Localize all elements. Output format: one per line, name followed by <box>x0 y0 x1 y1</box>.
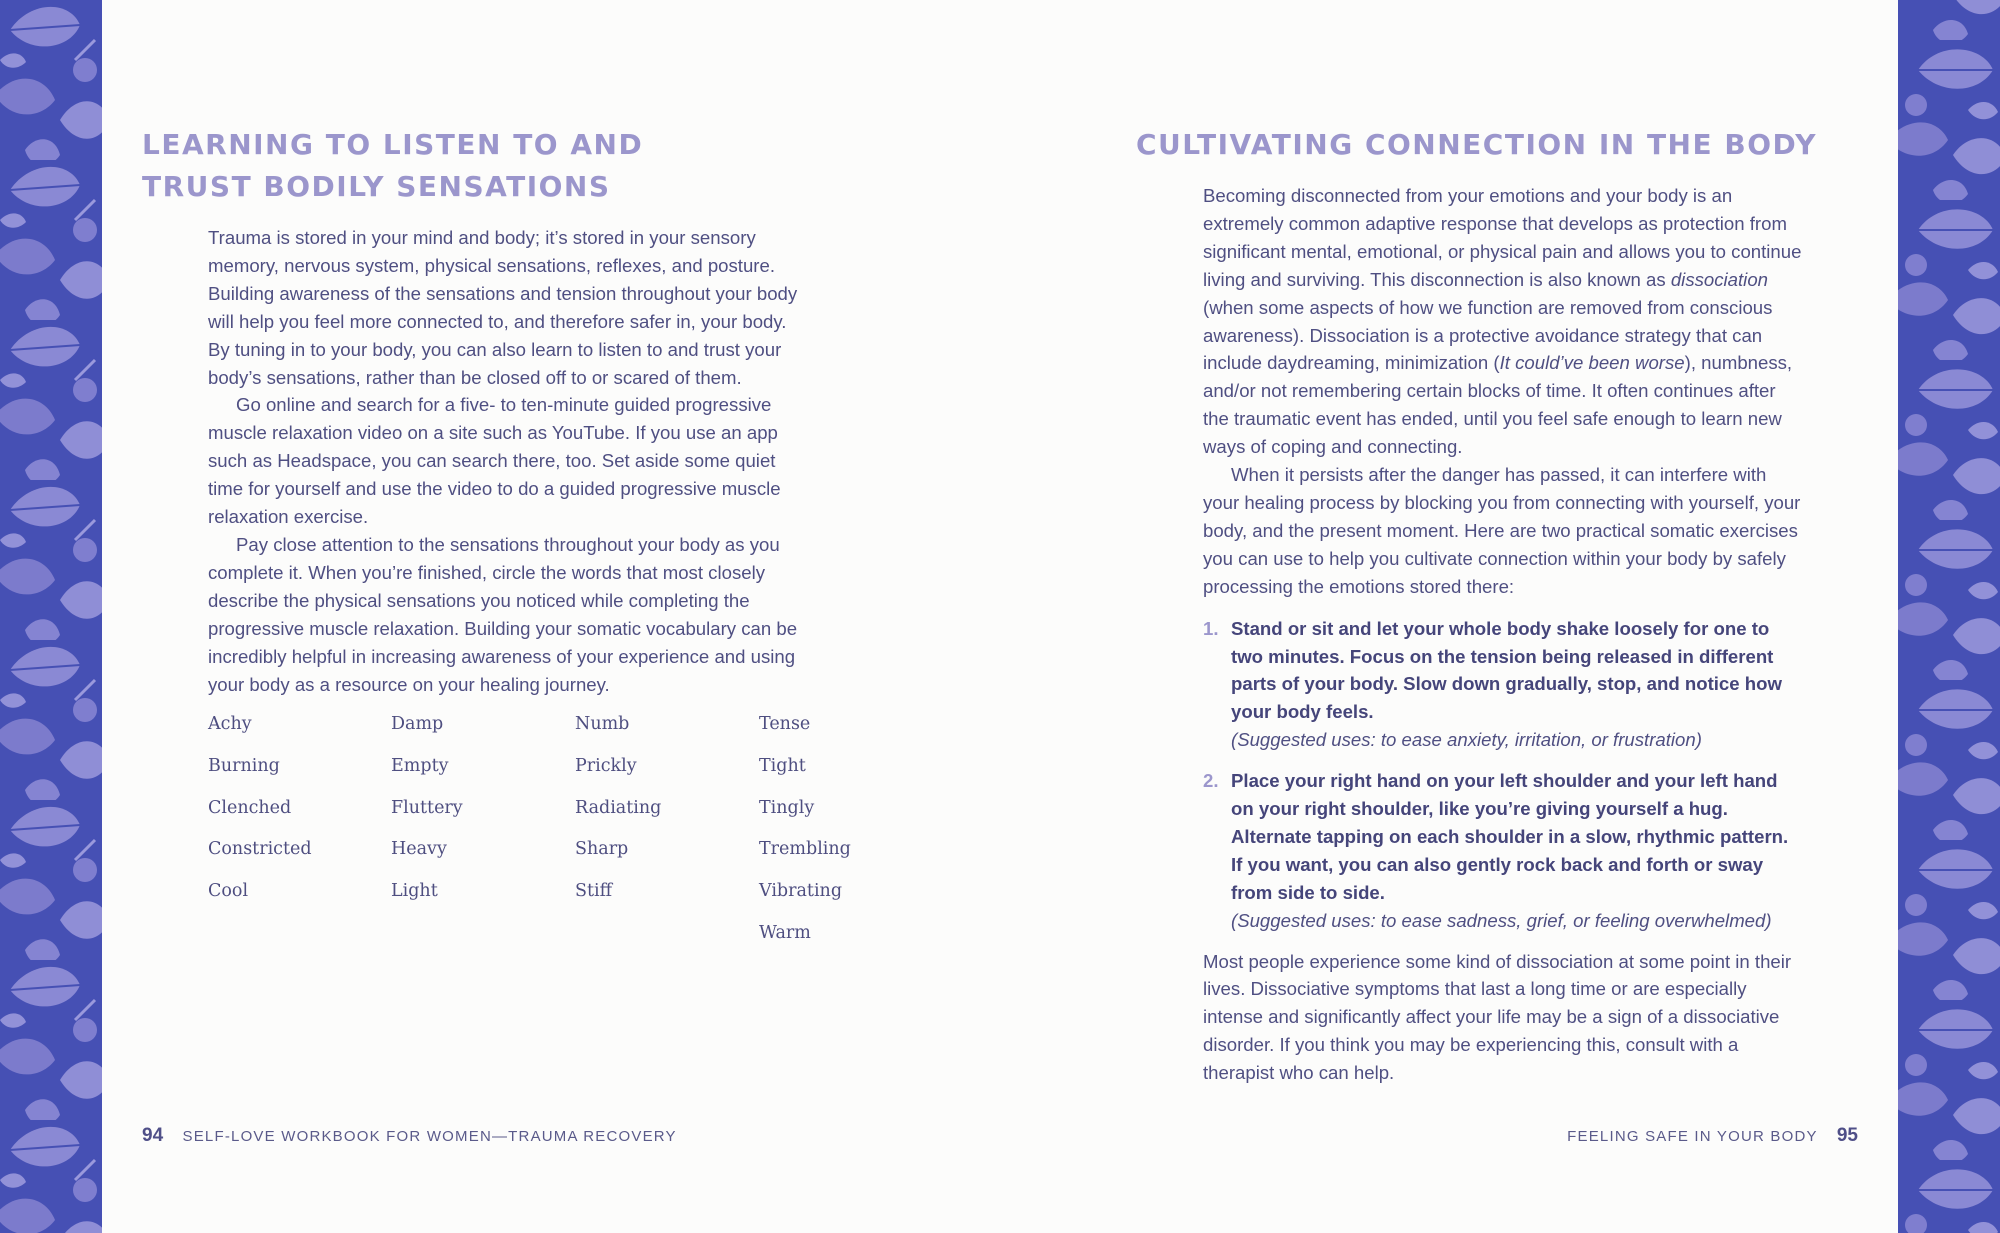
left-page-number: 94 <box>142 1125 164 1146</box>
sensation-word[interactable]: Tense <box>759 714 811 734</box>
sensation-word[interactable]: Radiating <box>575 797 662 818</box>
sensation-word[interactable]: Trembling <box>759 839 851 860</box>
sensation-word[interactable]: Stiff <box>575 881 613 902</box>
right-paragraph-1 <box>1203 182 1803 461</box>
left-page <box>102 0 1002 1233</box>
left-paragraph-2: Go online and search for a five- to ten-minute guided progressive muscle relaxation video on a site such as YouTube. If you use an app such as Headspace, you can search there, too. Set aside some quiet time for yourself and use the video to do a guided progressive muscle relaxation exercise. <box>208 394 781 528</box>
sensation-word[interactable]: Light <box>391 881 438 902</box>
right-body-text <box>1203 182 1803 1087</box>
sensation-word[interactable]: Sharp <box>575 839 629 860</box>
sensation-word[interactable]: Clenched <box>208 797 292 818</box>
right-paragraph-2: When it persists after the danger has passed, it can interfere with your healing process by blocking you from connecting with yourself, your body, and the present moment. Here are two practical somatic exercises you can use to help you cultivate connection within your body by safely processing the emotions stored there: <box>1203 464 1801 597</box>
sensation-word[interactable]: Numb <box>575 714 630 734</box>
left-paragraph-3: Pay close attention to the sensations throughout your body as you complete it. When you’re finished, circle the words that most closely describe the physical sensations you noticed while completing the progressive muscle relaxation. Building your somatic vocabulary can be incredibly helpful in increasing awareness of your experience and using your body as a resource on your healing journey. <box>208 533 798 695</box>
sensation-word[interactable]: Fluttery <box>391 797 463 818</box>
right-page-number: 95 <box>1836 1125 1858 1146</box>
word-column-2 <box>391 709 463 918</box>
sensation-word[interactable]: Cool <box>208 881 249 902</box>
step-note: (Suggested uses: to ease sadness, grief, or feeling overwhelmed) <box>1231 909 1772 931</box>
sensation-word[interactable]: Empty <box>391 755 449 776</box>
step-text: Stand or sit and let your whole body shake loosely for one to two minutes. Focus on the tension being released in different parts of your body. Slow down gradually, stop, and notice how your body feels. <box>1231 617 1782 723</box>
step-number: 1. <box>1203 617 1219 639</box>
p1-text-b: (when some aspects of how we function are removed from conscious awareness). Dissociation is a protective avoidance strategy that can include daydreaming, minimization ( <box>1203 296 1773 374</box>
step-note: (Suggested uses: to ease anxiety, irritation, or frustration) <box>1231 729 1702 751</box>
sensation-word[interactable]: Tingly <box>759 797 815 818</box>
sensation-word[interactable]: Prickly <box>575 755 637 776</box>
right-page-heading: CULTIVATING CONNECTION IN THE BODY <box>1136 128 1817 161</box>
leaf-pattern-icon <box>0 0 102 1233</box>
leaf-pattern-border-right <box>1898 0 2000 1233</box>
right-page <box>1002 0 1898 1233</box>
sensation-word[interactable]: Burning <box>208 755 280 776</box>
p1-text-a: Becoming disconnected from your emotions and your body is an extremely common adaptive response that develops as protection from significant mental, emotional, or physical pain and allows you to continue living and surviving. This disconnection is also known as <box>1203 185 1802 290</box>
right-paragraph-3: Most people experience some kind of dissociation at some point in their lives. Dissociative symptoms that last a long time or are especially intense and significantly affect your life may be a sign of a dissociative disorder. If you think you may be experiencing this, consult with a therapist who can help. <box>1203 950 1792 1084</box>
right-footer <box>1567 1124 1858 1149</box>
left-paragraph-1: Trauma is stored in your mind and body; it’s stored in your sensory memory, nervous system, physical sensations, reflexes, and posture. Building awareness of the sensations and tension throughout your body will help you feel more connected to, and therefore safer in, your body. By tuning in to your body, you can also learn to listen to and trust your body’s sensations, rather than be closed off to or scared of them. <box>208 227 798 388</box>
left-heading-line2: TRUST BODILY SENSATIONS <box>142 170 611 203</box>
left-page-heading <box>142 124 643 208</box>
p1-emphasis-dissociation: dissociation <box>1670 268 1768 290</box>
left-heading-line1: LEARNING TO LISTEN TO AND <box>142 128 644 161</box>
step-text: Place your right hand on your left shoulder and your left hand on your right shoulder, like you’re giving yourself a hug. Alternate tapping on each shoulder in a slow, rhythmic pattern. If you want, you can also gently rock back and forth or sway from side to side. <box>1231 770 1789 903</box>
p1-text-c: ), numbness, and/or not remembering certain blocks of time. It often continues after the traumatic event has ended, until you feel safe enough to learn new ways of coping and connecting. <box>1203 352 1793 458</box>
p1-emphasis-quote: It could’ve been worse <box>1499 352 1685 374</box>
leaf-pattern-icon <box>1898 0 2000 1233</box>
word-column-4 <box>759 709 851 960</box>
sensation-word[interactable]: Warm <box>759 922 811 943</box>
sensation-word[interactable]: Damp <box>391 714 444 734</box>
exercise-step-1 <box>1203 615 1803 755</box>
left-footer <box>142 1124 677 1149</box>
sensation-word[interactable]: Constricted <box>208 839 312 860</box>
left-body-text <box>208 224 808 698</box>
right-footer-title: FEELING SAFE IN YOUR BODY <box>1567 1128 1818 1145</box>
word-column-1 <box>208 709 312 918</box>
sensation-word[interactable]: Tight <box>759 755 806 776</box>
step-number: 2. <box>1203 770 1219 792</box>
exercise-step-2 <box>1203 767 1803 934</box>
sensation-word[interactable]: Vibrating <box>759 881 843 902</box>
leaf-pattern-border-left <box>0 0 102 1233</box>
word-column-3 <box>575 709 661 918</box>
sensation-word[interactable]: Achy <box>208 714 252 734</box>
left-footer-title: SELF-LOVE WORKBOOK FOR WOMEN—TRAUMA RECOVERY <box>182 1128 677 1145</box>
exercise-steps <box>1203 615 1803 935</box>
sensation-word[interactable]: Heavy <box>391 839 447 860</box>
